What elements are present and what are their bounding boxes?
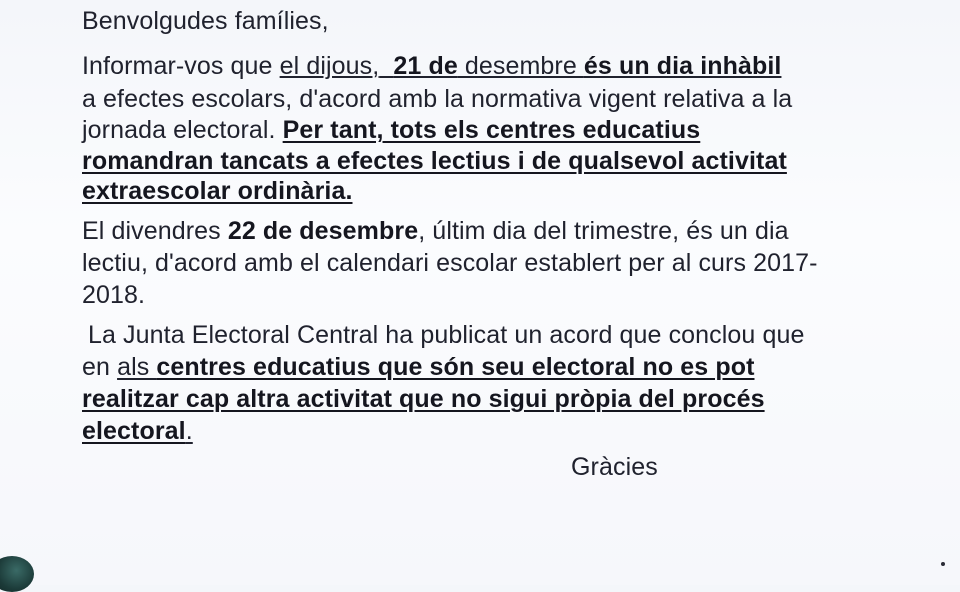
- p1-date-day: el dijous, 21 de desembre és un dia inhàbil: [279, 52, 782, 80]
- p3-line-4: electoral.: [82, 417, 193, 445]
- p1-line-2: a efectes escolars, d'acord amb la normativa vigent relativa a la: [82, 85, 793, 113]
- p1-line-4: romandran tancats a efectes lectius i de qualsevol activitat: [82, 147, 787, 175]
- p1-line-5: extraescolar ordinària.: [82, 177, 353, 205]
- paper-mark: [941, 562, 945, 566]
- greeting: Benvolgudes famílies,: [82, 7, 329, 35]
- p2-date: 22 de desembre: [227, 217, 419, 245]
- p1-line-1: [82, 51, 781, 81]
- p2-line-3: 2018.: [82, 281, 146, 309]
- p1-date-number: 21 de: [393, 52, 458, 80]
- p2-line-2: lectiu, d'acord amb el calendari escolar establert per al curs 2017-: [82, 249, 818, 277]
- p3-line-1: La Junta Electoral Central ha publicat un acord que conclou que: [88, 321, 805, 349]
- p1-text: Informar-vos que: [82, 52, 280, 80]
- p1-line-3: jornada electoral. Per tant, tots els centres educatius: [82, 116, 701, 144]
- pushpin-icon: [0, 556, 34, 592]
- closing-thanks: Gràcies: [571, 453, 658, 481]
- p3-line-2: en als centres educatius que són seu electoral no es pot: [82, 353, 755, 381]
- p3-line-3: realitzar cap altra activitat que no sigui pròpia del procés: [82, 385, 765, 413]
- p2-line-1: El divendres 22 de desembre, últim dia del trimestre, és un dia: [82, 217, 789, 245]
- p3-strike-word: als: [117, 353, 157, 381]
- p1-closure-text: Per tant, tots els centres educatius: [282, 116, 701, 144]
- p1-holiday-text: és un dia inhàbil: [583, 52, 782, 80]
- p3-restriction-text: centres educatius que són seu electoral no es pot: [156, 353, 755, 381]
